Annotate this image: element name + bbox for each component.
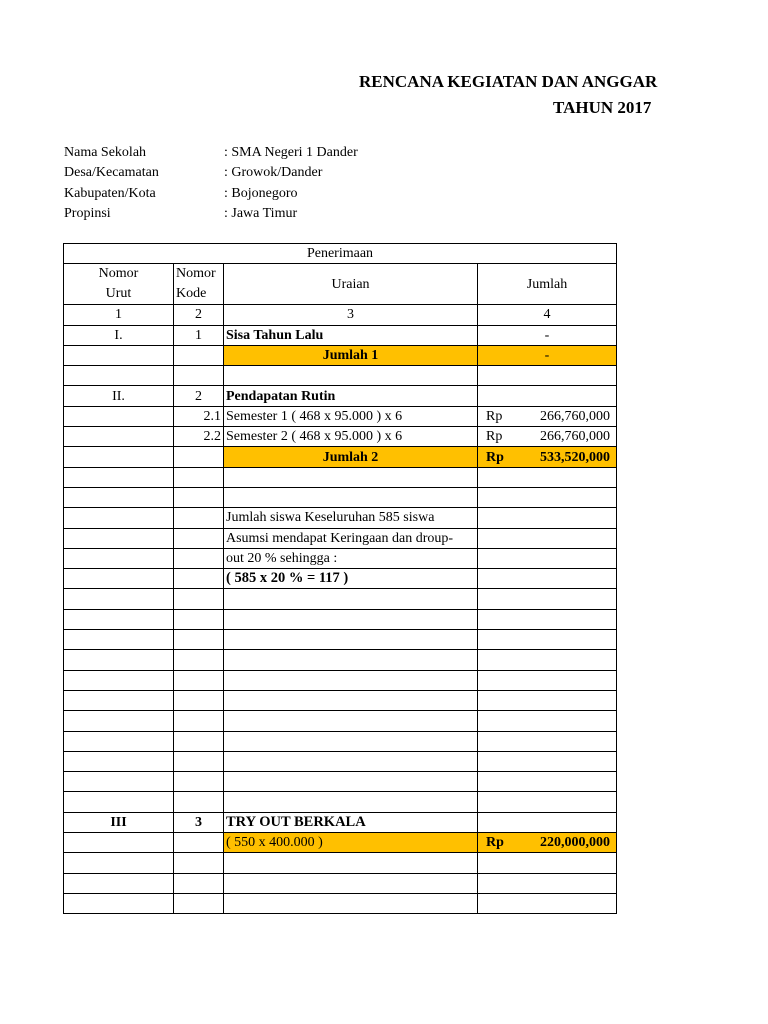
total-label: Jumlah 2 <box>224 447 478 467</box>
total-row <box>64 345 617 365</box>
school-info <box>64 143 358 224</box>
note-line: out 20 % sehingga : <box>224 548 478 568</box>
info-row <box>64 143 358 163</box>
total-value: 533,520,000 <box>540 449 610 465</box>
header-nomor-urut: Nomor Urut <box>64 264 174 305</box>
col-number: 1 <box>64 305 174 325</box>
row-uraian: Semester 1 ( 468 x 95.000 ) x 6 <box>224 406 478 426</box>
col-number: 4 <box>478 305 617 325</box>
info-row <box>64 204 358 224</box>
note-line: Asumsi mendapat Keringaan dan droup- <box>224 528 478 548</box>
total-label: Jumlah 1 <box>224 345 478 365</box>
row-urut: III <box>64 812 174 832</box>
row-kode: 2.1 <box>174 406 224 426</box>
row-kode: 1 <box>174 325 224 345</box>
note-calculation: ( 585 x 20 % = 117 ) <box>224 569 478 589</box>
info-row <box>64 163 358 183</box>
row-urut: I. <box>64 325 174 345</box>
total-row <box>64 447 617 467</box>
table-row <box>64 406 617 426</box>
amount-value: 266,760,000 <box>540 429 610 445</box>
header-uraian: Uraian <box>224 264 478 305</box>
total-row <box>64 833 617 853</box>
row-urut: II. <box>64 386 174 406</box>
table-row <box>64 386 617 406</box>
note-line: Jumlah siswa Keseluruhan 585 siswa <box>224 508 478 528</box>
currency-label: Rp <box>486 835 504 851</box>
info-label: Desa/Kecamatan <box>64 165 159 181</box>
document-year: TAHUN 2017 <box>553 98 652 117</box>
info-value: : Growok/Dander <box>224 165 323 181</box>
table-row <box>64 325 617 345</box>
row-kode: 3 <box>174 812 224 832</box>
group-header: Penerimaan <box>64 244 617 264</box>
info-label: Nama Sekolah <box>64 145 147 160</box>
row-uraian: Semester 2 ( 468 x 95.000 ) x 6 <box>224 427 478 447</box>
table-row <box>64 812 617 832</box>
total-value: 220,000,000 <box>540 835 610 851</box>
table-row <box>64 427 617 447</box>
row-uraian: TRY OUT BERKALA <box>224 812 478 832</box>
info-label: Kabupaten/Kota <box>64 185 156 201</box>
col-number: 3 <box>224 305 478 325</box>
info-value: : Jawa Timur <box>224 205 298 221</box>
row-jumlah: - <box>478 325 617 345</box>
row-uraian: Pendapatan Rutin <box>224 386 478 406</box>
amount-value: 266,760,000 <box>540 408 610 424</box>
header-nomor-kode: Nomor Kode <box>174 264 224 305</box>
budget-table <box>63 243 617 914</box>
info-row <box>64 184 358 204</box>
info-value: : Bojonegoro <box>224 185 298 201</box>
row-uraian: ( 550 x 400.000 ) <box>224 833 478 853</box>
document-title: RENCANA KEGIATAN DAN ANGGAR <box>359 72 658 91</box>
total-value: - <box>478 345 617 365</box>
header-jumlah: Jumlah <box>478 264 617 305</box>
row-kode: 2 <box>174 386 224 406</box>
info-value: : SMA Negeri 1 Dander <box>224 145 358 160</box>
row-kode: 2.2 <box>174 427 224 447</box>
currency-label: Rp <box>486 449 504 465</box>
column-numbers-row <box>64 305 617 325</box>
row-uraian: Sisa Tahun Lalu <box>224 325 478 345</box>
col-number: 2 <box>174 305 224 325</box>
info-label: Propinsi <box>64 205 111 221</box>
currency-label: Rp <box>486 408 503 424</box>
currency-label: Rp <box>486 429 503 445</box>
